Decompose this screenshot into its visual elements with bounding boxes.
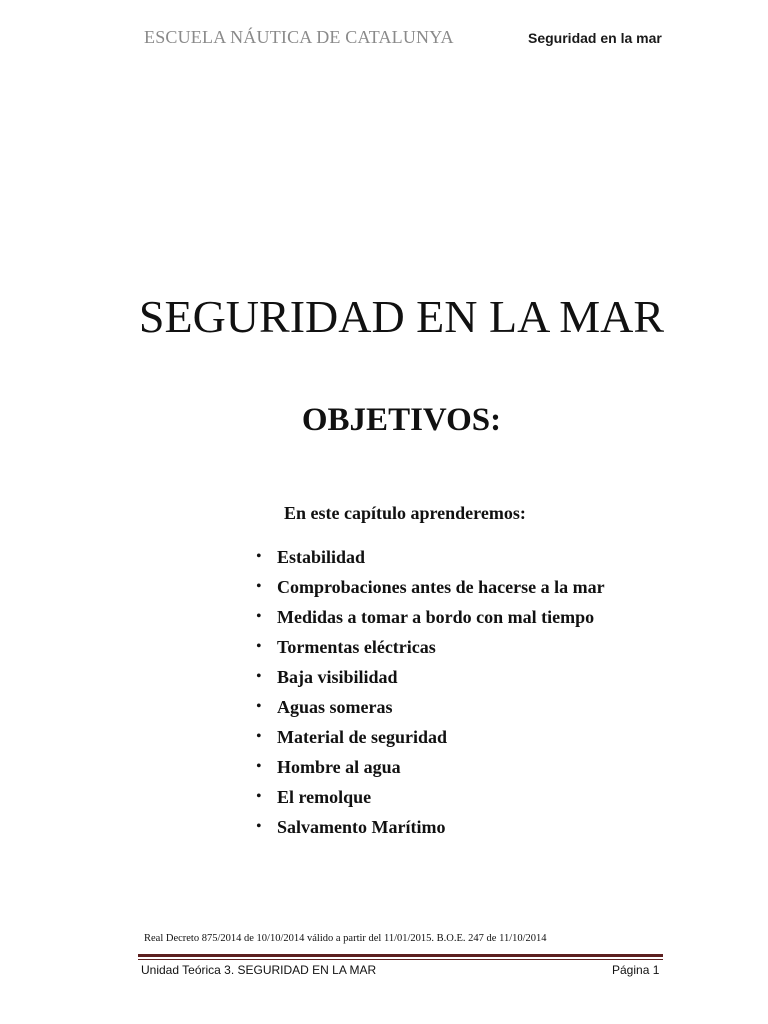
- header-school-name: ESCUELA NÁUTICA DE CATALUNYA: [144, 27, 454, 47]
- objectives-intro: En este capítulo aprenderemos:: [284, 503, 526, 523]
- legal-footnote: Real Decreto 875/2014 de 10/10/2014 válido a partir del 11/01/2015. B.O.E. 247 de 11/10/2014: [144, 933, 547, 944]
- objective-text: Medidas a tomar a bordo con mal tiempo: [277, 607, 595, 627]
- objective-text: Comprobaciones antes de hacerse a la mar: [277, 577, 605, 597]
- objective-text: Hombre al agua: [277, 757, 401, 777]
- bullet-icon: •: [256, 818, 262, 835]
- page-title: SEGURIDAD EN LA MAR: [138, 291, 665, 342]
- bullet-icon: •: [256, 608, 262, 625]
- objective-text: Material de seguridad: [277, 727, 447, 747]
- objectives-heading: OBJETIVOS:: [301, 402, 502, 438]
- footer-unit-title: Unidad Teórica 3. SEGURIDAD EN LA MAR: [141, 963, 377, 977]
- bullet-icon: •: [256, 548, 262, 565]
- bullet-icon: •: [256, 788, 262, 805]
- bullet-icon: •: [256, 668, 262, 685]
- objective-text: Estabilidad: [277, 547, 366, 567]
- objective-text: Aguas someras: [277, 697, 393, 717]
- footer-divider-thick: [138, 954, 663, 957]
- objective-text: Salvamento Marítimo: [277, 817, 446, 837]
- objective-text: Baja visibilidad: [277, 667, 398, 687]
- bullet-icon: •: [256, 638, 262, 655]
- footer-page-number: Página 1: [612, 963, 660, 977]
- bullet-icon: •: [256, 758, 262, 775]
- footer-divider-thin: [138, 959, 663, 960]
- objective-text: Tormentas eléctricas: [277, 637, 436, 657]
- objective-text: El remolque: [277, 787, 372, 807]
- bullet-icon: •: [256, 578, 262, 595]
- header-course-title: Seguridad en la mar: [528, 30, 662, 46]
- bullet-icon: •: [256, 728, 262, 745]
- bullet-icon: •: [256, 698, 262, 715]
